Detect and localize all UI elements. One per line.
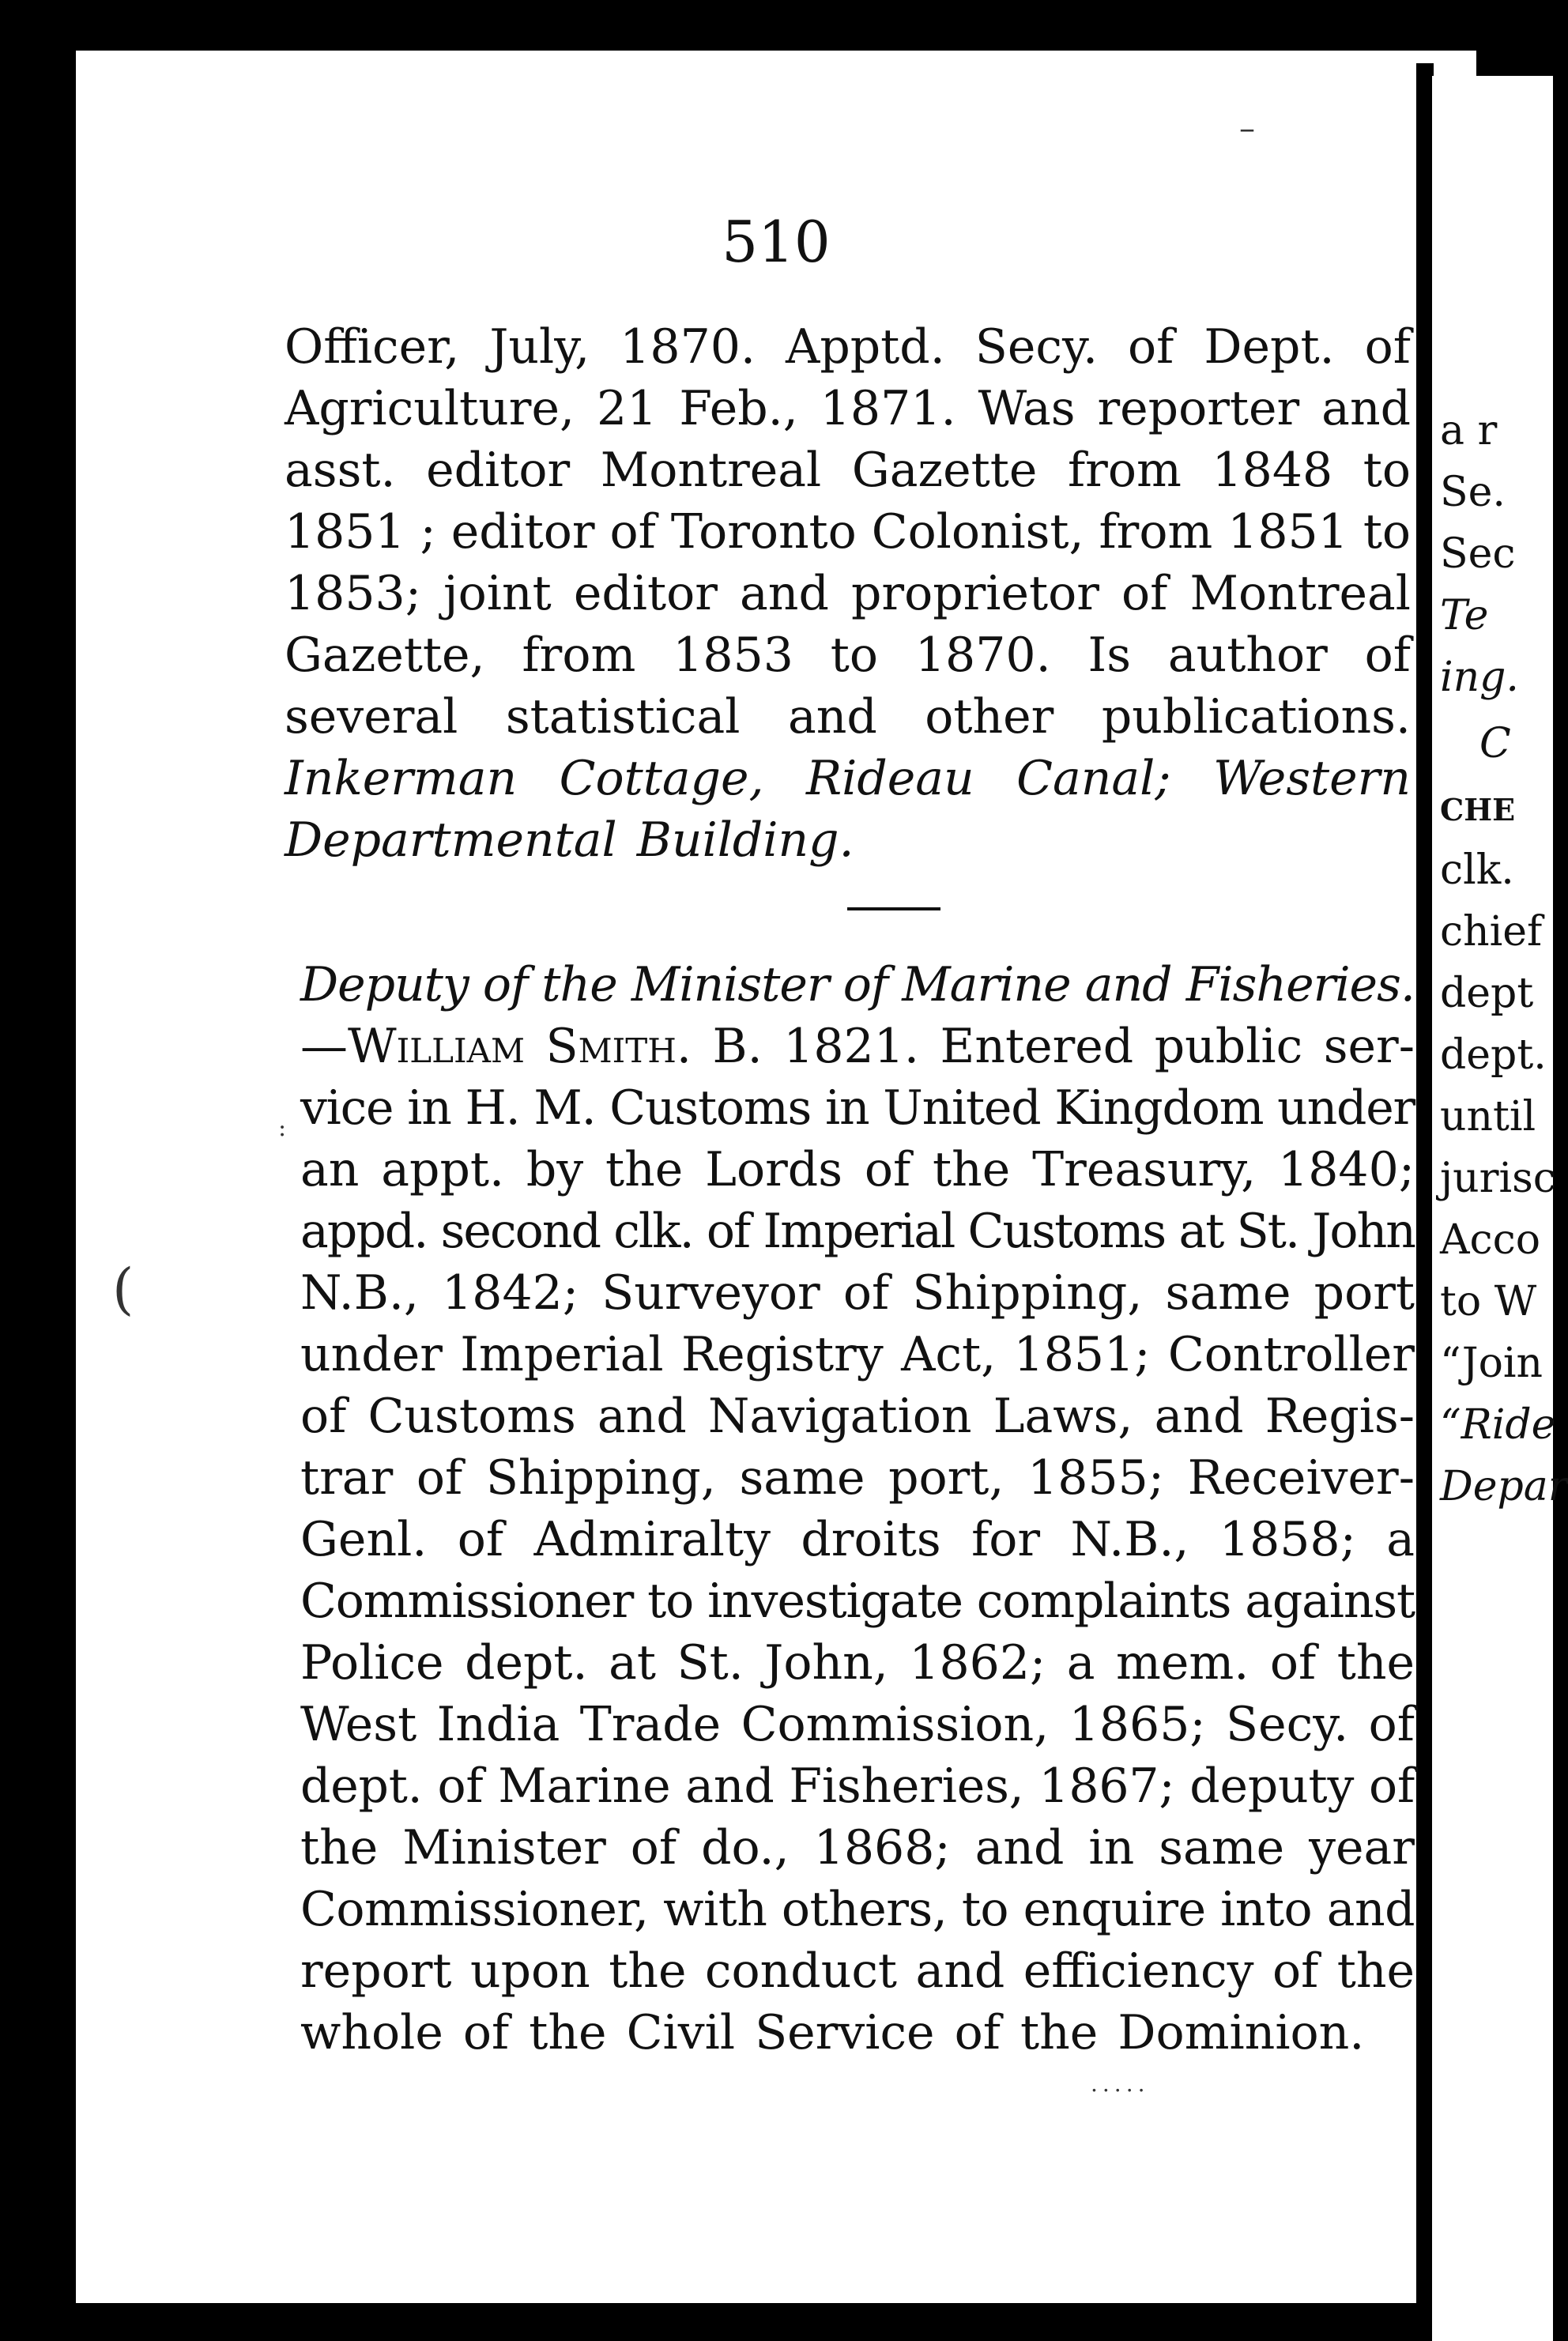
text-line-content: West India Trade Commission, 1865; Secy. of [300, 1697, 1415, 1752]
text-line-content: Police dept. at St. John, 1862; a mem. of the [300, 1635, 1415, 1691]
text-line-content: dept. of Marine and Fisheries, 1867; deputy of [300, 1759, 1415, 1814]
address-line [285, 809, 1411, 871]
text-line [300, 1879, 1415, 1940]
text-line-content: under Imperial Registry Act, 1851; Controller [300, 1327, 1415, 1382]
facing-fragment: C [1479, 720, 1511, 767]
text-line [300, 1324, 1415, 1385]
text-line-content: 1853; joint editor and proprietor of Montreal [285, 566, 1411, 621]
text-line [300, 1201, 1415, 1262]
text-line [285, 378, 1411, 439]
text-line-content: Officer, July, 1870. Apptd. Secy. of Dept. of [285, 319, 1411, 375]
facing-fragment: Te [1440, 592, 1489, 639]
text-line-content: trar of Shipping, same port, 1855; Receiver- [300, 1450, 1415, 1506]
entry-continuation [285, 316, 1411, 871]
text-line [300, 1694, 1415, 1755]
text-line [300, 2002, 1415, 2064]
name-line-rest: B. 1821. Entered public ser- [691, 1019, 1415, 1074]
text-line-content: Genl. of Admiralty droits for N.B., 1858; a [300, 1512, 1415, 1567]
facing-fragment: “Join [1440, 1340, 1544, 1387]
text-line-content: several statistical and other publications. [285, 689, 1411, 745]
scan-mark: ..... [1091, 2071, 1150, 2097]
facing-fragment: until [1440, 1093, 1536, 1140]
text-line [285, 686, 1411, 748]
text-line [285, 563, 1411, 624]
text-line [285, 316, 1411, 378]
text-line-content: the Minister of do., 1868; and in same year [300, 1820, 1415, 1875]
text-line [285, 501, 1411, 563]
text-line [300, 1509, 1415, 1570]
facing-fragment: Se. [1440, 469, 1506, 516]
entry-heading-text: Deputy of the Minister of Marine and Fisheries. [300, 957, 1415, 1012]
page-gutter [1416, 63, 1434, 2341]
text-line [300, 1817, 1415, 1879]
address-line-content: Departmental Building. [285, 812, 854, 868]
text-line-content: an appt. by the Lords of the Treasury, 1840; [300, 1142, 1415, 1197]
text-line-content: whole of the Civil Service of the Dominion. [300, 2005, 1365, 2060]
facing-fragment: a r [1440, 407, 1498, 454]
facing-fragment: “Ride [1440, 1401, 1556, 1449]
entry-heading [300, 954, 1415, 1016]
text-line-content: Commissioner, with others, to enquire into and [300, 1882, 1415, 1937]
text-line [300, 1570, 1415, 1632]
person-name: William Smith. [348, 1019, 692, 1074]
address-line [285, 748, 1411, 809]
scan-mark: : [278, 1114, 287, 1142]
scan-mark: ( [112, 1257, 134, 1321]
facing-fragment: clk. [1440, 846, 1514, 894]
text-line-content: vice in H. M. Customs in United Kingdom under [300, 1080, 1415, 1136]
name-dash: — [300, 1019, 348, 1074]
text-line [300, 1940, 1415, 2002]
entry-william-smith [300, 954, 1415, 2064]
facing-fragment: Sec [1440, 530, 1516, 578]
facing-fragment: CHE [1440, 792, 1516, 827]
text-line [300, 1077, 1415, 1139]
text-line-content: Commissioner to investigate complaints against [300, 1574, 1415, 1629]
page-number: 510 [722, 209, 831, 275]
text-line [300, 1755, 1415, 1817]
text-line-content: report upon the conduct and efficiency of the [300, 1943, 1415, 1999]
facing-fragment: chief [1440, 908, 1543, 956]
text-line-content: 1851 ; editor of Toronto Colonist, from 1851 to [285, 504, 1411, 560]
text-line-content: appd. second clk. of Imperial Customs at St. John [300, 1204, 1415, 1259]
scan-mark: – [1239, 111, 1255, 147]
facing-fragment: jurisc [1440, 1155, 1556, 1202]
text-line [300, 1262, 1415, 1324]
text-line [300, 1139, 1415, 1201]
text-line [285, 624, 1411, 686]
facing-fragment: Depar [1440, 1463, 1568, 1510]
facing-fragment: ing. [1440, 654, 1519, 701]
text-line [285, 439, 1411, 501]
facing-fragment: Acco [1440, 1216, 1541, 1264]
address-line-content: Inkerman Cottage, Rideau Canal; Western [285, 751, 1411, 806]
facing-page-edge [1432, 76, 1568, 2341]
name-line [300, 1016, 1415, 1077]
text-line [300, 1632, 1415, 1694]
text-line-content: N.B., 1842; Surveyor of Shipping, same port [300, 1265, 1415, 1321]
text-line-content: Agriculture, 21 Feb., 1871. Was reporter and [285, 381, 1411, 436]
name-line-content [300, 1016, 1415, 1077]
text-line-content: of Customs and Navigation Laws, and Regis- [300, 1389, 1415, 1444]
text-line-content: Gazette, from 1853 to 1870. Is author of [285, 628, 1411, 683]
text-line [300, 1447, 1415, 1509]
facing-fragment: to W [1440, 1278, 1537, 1325]
facing-fragment: dept [1440, 970, 1534, 1017]
text-line-content: asst. editor Montreal Gazette from 1848 to [285, 443, 1411, 498]
section-divider [847, 907, 940, 910]
facing-fragment: dept. [1440, 1031, 1547, 1079]
text-line [300, 1385, 1415, 1447]
